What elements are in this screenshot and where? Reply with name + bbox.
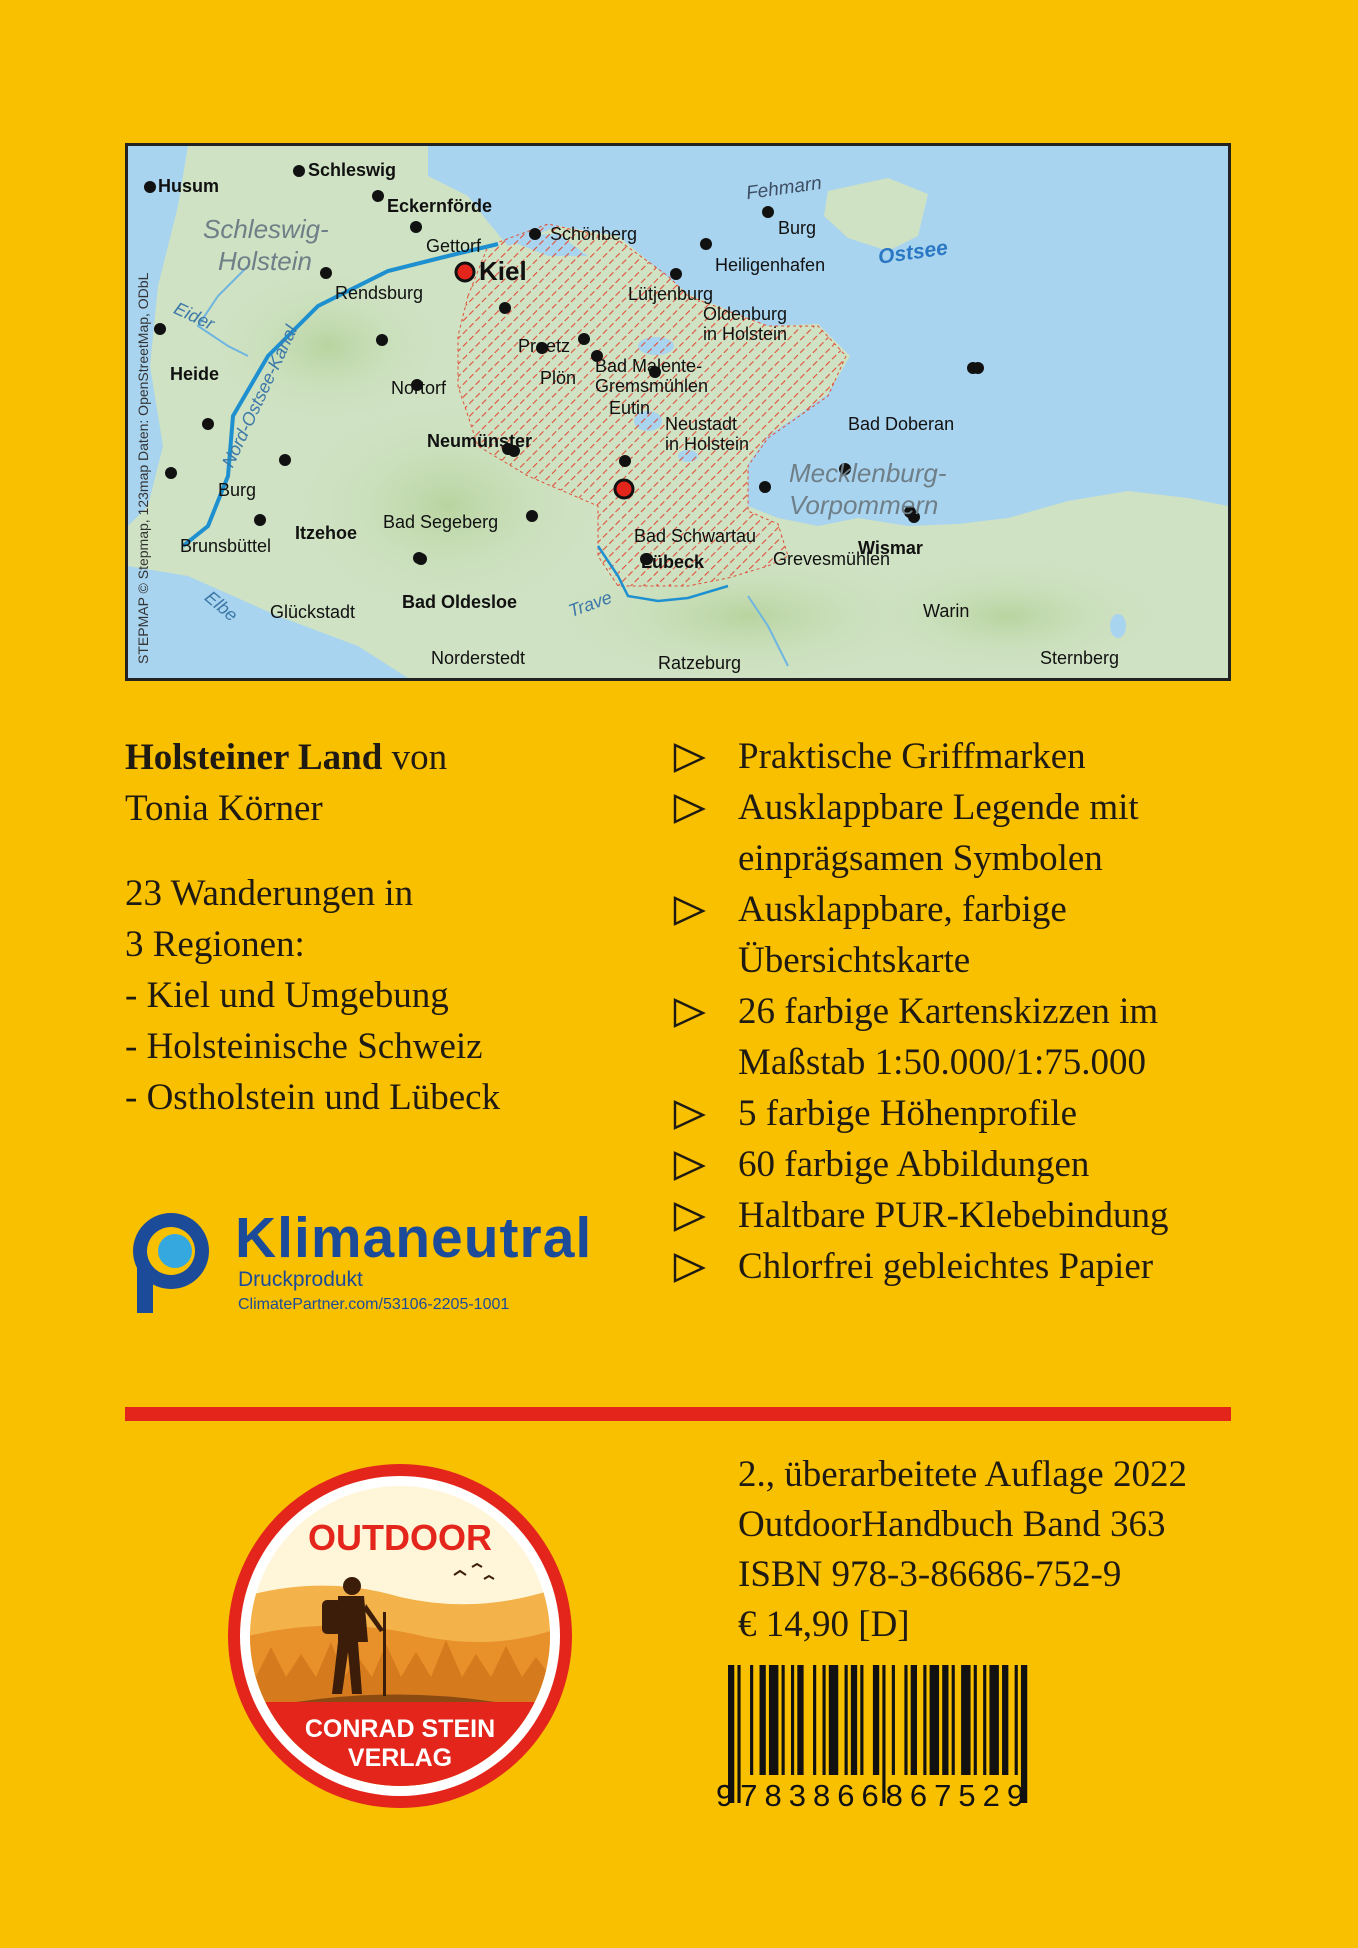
barcode-bar (892, 1665, 895, 1775)
map-label-heide: Heide (170, 364, 220, 384)
barcode-bar (860, 1665, 863, 1775)
series-line: OutdoorHandbuch Band 363 (738, 1504, 1166, 1545)
barcode-bar (961, 1665, 970, 1775)
barcode-bar (923, 1665, 926, 1775)
triangle-bullet-icon (672, 895, 706, 927)
map-label-schoenberg: Schönberg (550, 224, 638, 244)
map-label-bad-oldesloe: Bad Oldesloe (402, 592, 518, 612)
map-label-heiligenhafen: Heiligenhafen (715, 255, 826, 275)
map-label-fehmarn: Fehmarn (744, 172, 824, 205)
map-label-wismar: Wismar (858, 538, 923, 558)
map-label-eutin: Eutin (609, 398, 651, 418)
regions-line: - Kiel und Umgebung (125, 975, 449, 1016)
feature-item: 5 farbige Höhenprofile (672, 1088, 1272, 1139)
map-label-neumuenster: Neumünster (427, 431, 533, 451)
regions-list (125, 868, 685, 1123)
map-label-schleswig: Schleswig (308, 160, 397, 180)
overview-map (125, 143, 1231, 681)
barcode-bar (797, 1665, 803, 1775)
isbn-line: ISBN 978-3-86686-752-9 (738, 1554, 1122, 1595)
map-region-mv-2: Vorpommern (789, 490, 939, 520)
klimaneutral-logo (123, 1205, 643, 1315)
divider-line (125, 1407, 1231, 1421)
regions-line: 3 Regionen: (125, 924, 305, 965)
barcode-bar (873, 1665, 879, 1775)
barcode-bar (942, 1665, 948, 1775)
triangle-bullet-icon (672, 1099, 706, 1131)
feature-item: 26 farbige Kartenskizzen im Maßstab 1:50.000/1:75.000 (672, 986, 1272, 1088)
triangle-bullet-icon (672, 793, 706, 825)
regions-line: - Ostholstein und Lübeck (125, 1077, 501, 1118)
climate-partner-icon (123, 1205, 223, 1315)
map-label-preetz: Preetz (518, 336, 571, 356)
book-author: Tonia Körner (125, 788, 323, 829)
map-label-oldenburg-2: in Holstein (703, 324, 788, 344)
feature-item: Ausklappbare Legende mit einprägsamen Symbolen (672, 782, 1272, 884)
map-label-malente-1: Bad Malente- (595, 356, 703, 376)
barcode-bar (782, 1665, 785, 1775)
klima-title: Klimaneutral (235, 1206, 593, 1270)
map-label-kiel: Kiel (479, 256, 527, 286)
klima-url: ClimatePartner.com/53106-2205-1001 (238, 1296, 510, 1313)
triangle-bullet-icon (672, 997, 706, 1029)
triangle-bullet-icon (672, 1201, 706, 1233)
barcode-bar (813, 1665, 816, 1775)
klima-subtitle: Druckprodukt (238, 1268, 363, 1291)
map-label-neustadt-1: Neustadt (665, 414, 738, 434)
barcode-bar (989, 1665, 998, 1775)
map-label-ratzeburg: Ratzeburg (658, 653, 742, 673)
map-region-sh-1: Schleswig- (203, 214, 329, 244)
map-label-burg-fehmarn: Burg (778, 218, 817, 238)
barcode-bar (904, 1665, 907, 1775)
map-label-grevesmuehlen: Grevesmühlen (773, 549, 891, 569)
feature-item: 60 farbige Abbildungen (672, 1139, 1272, 1190)
map-label-bad-doberan: Bad Doberan (848, 414, 955, 434)
feature-item: Praktische Griffmarken (672, 731, 1272, 782)
regions-line: - Holsteinische Schweiz (125, 1026, 483, 1067)
triangle-bullet-icon (672, 1252, 706, 1284)
map-label-malente-2: Gremsmühlen (595, 376, 709, 396)
barcode-bar (930, 1665, 939, 1775)
map-label-elbe: Elbe (201, 586, 242, 626)
edition-line: 2., überarbeitete Auflage 2022 (738, 1454, 1187, 1495)
map-region-sh-2: Holstein (218, 246, 312, 276)
price-line: € 14,90 [D] (738, 1604, 910, 1645)
map-label-ostsee: Ostsee (876, 236, 950, 269)
map-label-kanal: Nord-Ostsee-Kanal (217, 322, 302, 471)
map-label-burg-dithmarschen: Burg (218, 480, 257, 500)
book-title-line (125, 732, 665, 783)
features-list (672, 731, 1272, 1292)
map-label-itzehoe: Itzehoe (295, 523, 358, 543)
barcode-bar (1015, 1665, 1018, 1775)
badge-line-2: VERLAG (347, 1744, 453, 1772)
map-label-sternberg: Sternberg (1040, 648, 1120, 668)
map-label-rendsburg: Rendsburg (335, 283, 424, 303)
map-region-mv-1: Mecklenburg- (789, 458, 947, 488)
barcode-bar (952, 1665, 955, 1775)
triangle-bullet-icon (672, 1150, 706, 1182)
badge-top-text: OUTDOOR (308, 1517, 492, 1558)
feature-item: Ausklappbare, farbige Übersichtskarte (672, 884, 1272, 986)
barcode-bar (974, 1665, 977, 1775)
barcode-bar (1002, 1665, 1008, 1775)
feature-item: Haltbare PUR-Klebebindung (672, 1190, 1272, 1241)
map-label-luetjenburg: Lütjenburg (628, 284, 714, 304)
map-label-eckernfoerde: Eckernförde (387, 196, 493, 216)
barcode-bar (983, 1665, 986, 1775)
map-label-oldenburg-1: Oldenburg (703, 304, 788, 324)
barcode-bar (760, 1665, 766, 1775)
barcode-bar (851, 1665, 857, 1775)
map-label-husum: Husum (158, 176, 220, 196)
map-label-nortorf: Nortorf (391, 378, 447, 398)
barcode-digits: 9783866867529 (716, 1778, 1032, 1813)
map-label-bad-schwartau: Bad Schwartau (634, 526, 757, 546)
barcode-bar (750, 1665, 753, 1775)
regions-line: 23 Wanderungen in (125, 873, 414, 914)
map-label-luebeck: Lübeck (641, 552, 705, 572)
book-title: Holsteiner Land (125, 737, 383, 778)
map-label-trave: Trave (565, 586, 615, 622)
map-label-gettorf: Gettorf (426, 236, 482, 256)
barcode-bar (911, 1665, 917, 1775)
map-label-eider: Eider (170, 298, 218, 334)
map-credit: STEPMAP © Stepmap, 123map Daten: OpenStreetMap, ODbL (135, 272, 151, 664)
barcode-bar (823, 1665, 826, 1775)
barcode-bar (791, 1665, 794, 1775)
outdoor-publisher-badge (226, 1462, 574, 1810)
map-label-ploen: Plön (540, 368, 577, 388)
map-label-warin: Warin (923, 601, 970, 621)
map-label-brunsbuettel: Brunsbüttel (180, 536, 272, 556)
edition-info (738, 1450, 1187, 1650)
barcode-bar (829, 1665, 838, 1775)
map-label-neustadt-2: in Holstein (665, 434, 750, 454)
map-label-bad-segeberg: Bad Segeberg (383, 512, 499, 532)
map-label-norderstedt: Norderstedt (431, 648, 526, 668)
triangle-bullet-icon (672, 742, 706, 774)
book-by: von (382, 737, 448, 778)
barcode-bar (769, 1665, 778, 1775)
barcode-bar (845, 1665, 848, 1775)
feature-item: Chlorfrei gebleichtes Papier (672, 1241, 1272, 1292)
badge-line-1: CONRAD STEIN (304, 1715, 496, 1743)
map-label-glueckstadt: Glückstadt (270, 602, 356, 622)
